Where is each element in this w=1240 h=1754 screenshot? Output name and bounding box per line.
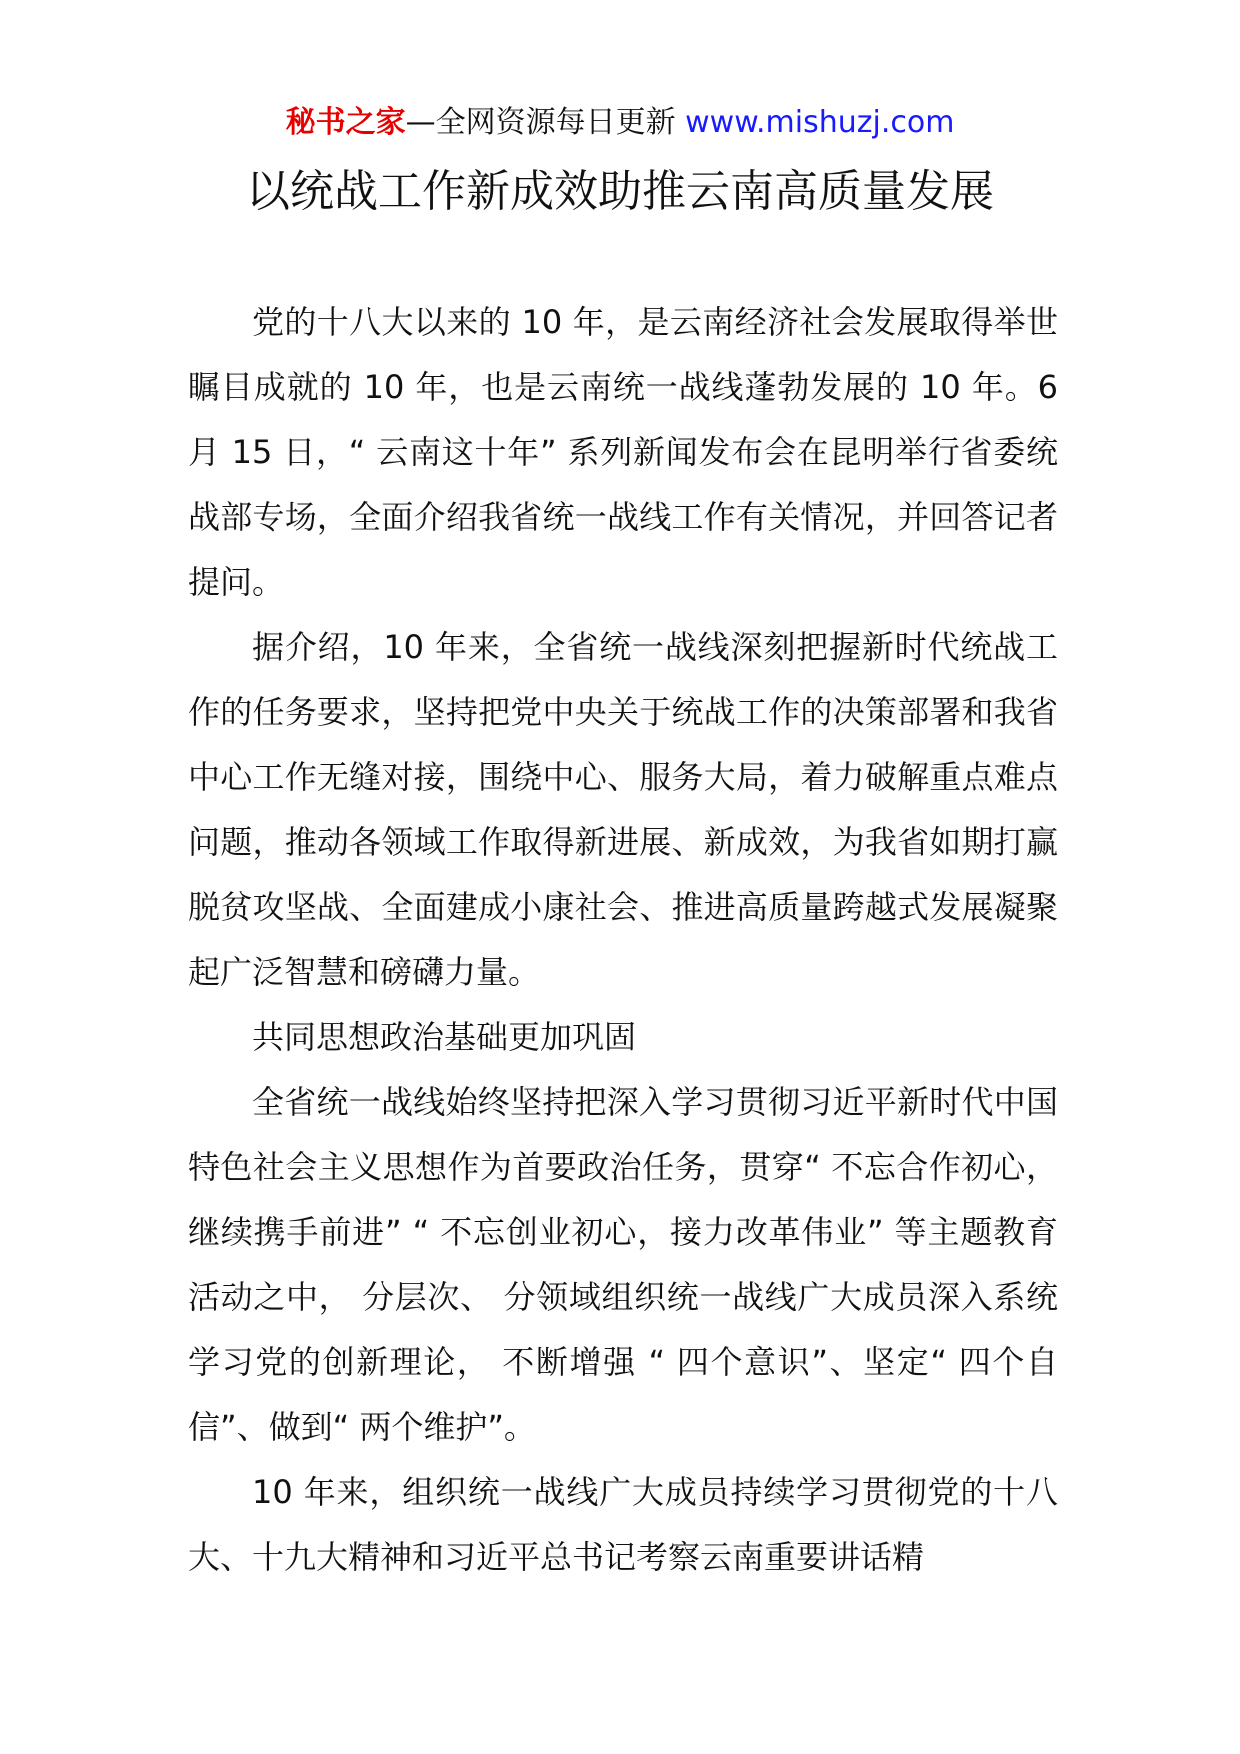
paragraph: 全省统一战线始终坚持把深入学习贯彻习近平新时代中国特色社会主义思想作为首要政治任务，贯穿“ 不忘合作初心，继续携手前进” “ 不忘创业初心，接力改革伟业” 等主题教育活动之中， 分层次、 分领域组织统一战线广大成员深入系统学习党的创新理论， 不断增强 “ 四个意识”、坚定“ 四个自信”、做到“ 两个维护”。	[188, 1083, 1058, 1446]
document-body	[188, 290, 1058, 1590]
paragraph: 据介绍，10 年来，全省统一战线深刻把握新时代统战工作的任务要求，坚持把党中央关于统战工作的决策部署和我省中心工作无缝对接，围绕中心、服务大局，着力破解重点难点问题，推动各领域工作取得新进展、新成效，为我省如期打赢脱贫攻坚战、全面建成小康社会、推进高质量跨越式发展凝聚起广泛智慧和磅礴力量。	[188, 628, 1058, 991]
section-heading: 共同思想政治基础更加巩固	[252, 1018, 637, 1056]
site-url-link[interactable]: www.mishuzj.com	[685, 105, 955, 140]
paragraph: 10 年来，组织统一战线广大成员持续学习贯彻党的十八大、十九大精神和习近平总书记考察云南重要讲话精	[188, 1473, 1058, 1576]
paragraph: 党的十八大以来的 10 年，是云南经济社会发展取得举世瞩目成就的 10 年，也是云南统一战线蓬勃发展的 10 年。6 月 15 日，“ 云南这十年” 系列新闻发布会在昆明举行省委统战部专场，全面介绍我省统一战线工作有关情况，并回答记者提问。	[188, 303, 1058, 601]
header-tagline: —全网资源每日更新	[405, 105, 676, 140]
site-header	[0, 100, 1240, 146]
brand-name: 秘书之家	[285, 105, 406, 140]
document-title: 以统战工作新成效助推云南高质量发展	[246, 166, 994, 217]
